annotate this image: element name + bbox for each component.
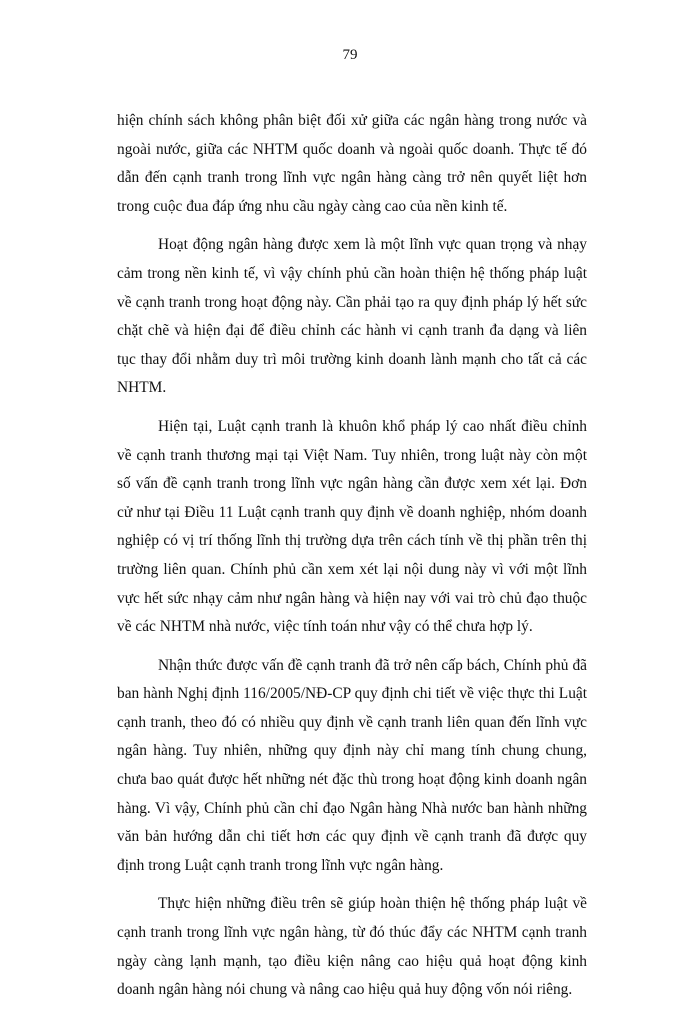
body-text [117, 107, 587, 1015]
page-number: 79 [342, 47, 358, 63]
paragraph-1: hiện chính sách không phân biệt đối xử giữa các ngân hàng trong nước và ngoài nước, giữa các NHTM quốc doanh và ngoài quốc doanh. Thực tế đó dẫn đến cạnh tranh trong lĩnh vực ngân hàng càng trở nên quyết liệt hơn trong cuộc đua đáp ứng nhu cầu ngày càng cao của nền kinh tế. [117, 112, 587, 215]
paragraph-2: Hoạt động ngân hàng được xem là một lĩnh vực quan trọng và nhạy cảm trong nền kinh tế, vì vậy chính phủ cần hoàn thiện hệ thống pháp luật về cạnh tranh trong hoạt động này. Cần phải tạo ra quy định pháp lý hết sức chặt chẽ và hiện đại để điều chỉnh các hành vi cạnh tranh đa dạng và liên tục thay đổi nhằm duy trì môi trường kinh doanh lành mạnh cho tất cả các NHTM. [117, 236, 587, 397]
paragraph-5: Thực hiện những điều trên sẽ giúp hoàn thiện hệ thống pháp luật về cạnh tranh trong lĩnh vực ngân hàng, từ đó thúc đẩy các NHTM cạnh tranh ngày càng lạnh mạnh, tạo điều kiện nâng cao hiệu quả hoạt động kinh doanh ngân hàng nói chung và nâng cao hiệu quả huy động vốn nói riêng. [117, 895, 587, 999]
paragraph-4: Nhận thức được vấn đề cạnh tranh đã trở nên cấp bách, Chính phủ đã ban hành Nghị định 116/2005/NĐ-CP quy định chi tiết về việc thực thi Luật cạnh tranh, theo đó có nhiều quy định về cạnh tranh liên quan đến lĩnh vực ngân hàng. Tuy nhiên, những quy định này chỉ mang tính chung chung, chưa bao quát được hết những nét đặc thù trong hoạt động kinh doanh ngân hàng. Vì vậy, Chính phủ cần chỉ đạo Ngân hàng Nhà nước ban hành những văn bản hướng dẫn chi tiết hơn các quy định về cạnh tranh đã được quy định trong Luật cạnh tranh trong lĩnh vực ngân hàng. [117, 656, 587, 874]
paragraph-3: Hiện tại, Luật cạnh tranh là khuôn khổ pháp lý cao nhất điều chỉnh về cạnh tranh thương mại tại Việt Nam. Tuy nhiên, trong luật này còn một số vấn đề cạnh tranh trong lĩnh vực ngân hàng cần được xem xét lại. Đơn cử như tại Điều 11 Luật cạnh tranh quy định về doanh nghiệp, nhóm doanh nghiệp có vị trí thống lĩnh thị trường dựa trên cách tính về thị phần trên thị trường liên quan. Chính phủ cần xem xét lại nội dung này vì với một lĩnh vực hết sức nhạy cảm như ngân hàng và hiện nay với vai trò chủ đạo thuộc về các NHTM nhà nước, việc tính toán như vậy có thể chưa hợp lý. [117, 417, 587, 636]
